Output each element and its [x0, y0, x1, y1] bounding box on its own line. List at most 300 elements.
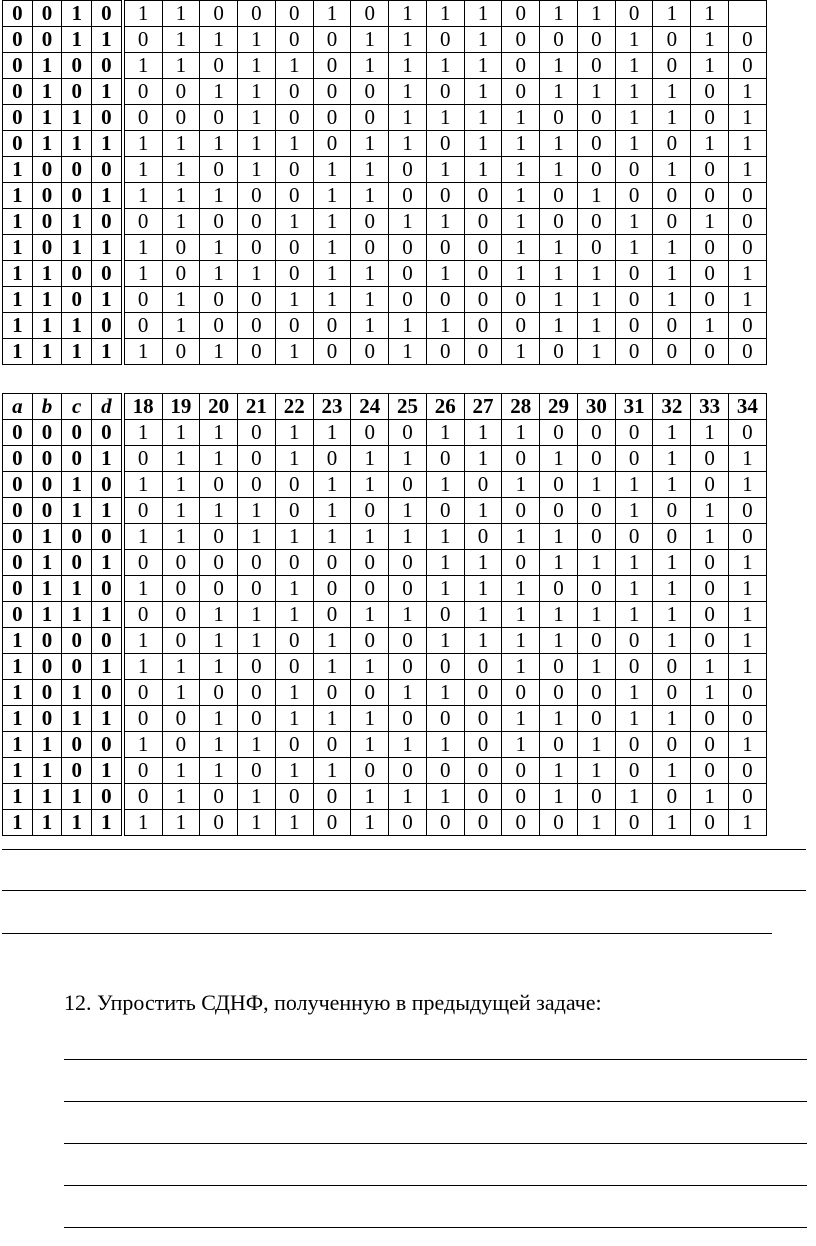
value-cell: 1 — [426, 261, 464, 287]
value-cell: 0 — [162, 79, 200, 105]
variable-cell: 1 — [3, 339, 33, 365]
value-cell: 0 — [313, 784, 351, 810]
value-cell: 0 — [502, 758, 540, 784]
value-cell: 0 — [389, 420, 427, 446]
value-cell: 1 — [200, 602, 238, 628]
value-cell: 1 — [577, 287, 615, 313]
value-cell: 1 — [162, 758, 200, 784]
value-cell: 1 — [162, 27, 200, 53]
value-cell: 0 — [540, 498, 578, 524]
value-cell: 1 — [313, 628, 351, 654]
table-row — [3, 758, 767, 784]
value-cell: 1 — [351, 183, 389, 209]
truth-table-1-body — [3, 1, 767, 365]
value-cell: 0 — [275, 654, 313, 680]
value-cell: 1 — [389, 602, 427, 628]
value-cell: 0 — [313, 313, 351, 339]
table-row — [3, 235, 767, 261]
variable-cell: 0 — [3, 27, 33, 53]
value-cell: 1 — [162, 209, 200, 235]
value-cell: 1 — [502, 472, 540, 498]
variable-cell: 1 — [92, 602, 123, 628]
value-cell: 0 — [540, 576, 578, 602]
value-cell: 1 — [200, 628, 238, 654]
value-cell: 1 — [691, 209, 729, 235]
value-cell: 0 — [653, 53, 691, 79]
column-header: 22 — [275, 394, 313, 420]
variable-cell: 0 — [32, 420, 62, 446]
value-cell: 1 — [275, 287, 313, 313]
value-cell: 1 — [426, 550, 464, 576]
variable-cell: 0 — [32, 706, 62, 732]
variable-cell: 1 — [92, 27, 123, 53]
value-cell: 1 — [502, 183, 540, 209]
value-cell: 0 — [313, 602, 351, 628]
value-cell: 1 — [540, 131, 578, 157]
value-cell: 1 — [238, 498, 276, 524]
value-cell: 0 — [200, 287, 238, 313]
value-cell: 1 — [653, 287, 691, 313]
table-row — [3, 1, 767, 27]
value-cell: 1 — [238, 810, 276, 836]
value-cell: 0 — [653, 131, 691, 157]
value-cell: 0 — [389, 758, 427, 784]
value-cell: 0 — [123, 209, 162, 235]
variable-cell: 1 — [92, 79, 123, 105]
value-cell: 0 — [577, 209, 615, 235]
value-cell: 0 — [502, 784, 540, 810]
value-cell: 0 — [464, 524, 502, 550]
value-cell: 0 — [577, 524, 615, 550]
value-cell: 0 — [275, 472, 313, 498]
value-cell: 0 — [426, 183, 464, 209]
value-cell: 1 — [615, 472, 653, 498]
value-cell: 0 — [540, 810, 578, 836]
value-cell: 1 — [540, 79, 578, 105]
value-cell: 1 — [162, 1, 200, 27]
variable-cell: 0 — [92, 209, 123, 235]
value-cell: 1 — [653, 235, 691, 261]
value-cell: 0 — [577, 235, 615, 261]
value-cell: 1 — [200, 706, 238, 732]
variable-cell: 1 — [92, 183, 123, 209]
column-header: 25 — [389, 394, 427, 420]
value-cell: 0 — [200, 810, 238, 836]
value-cell: 1 — [426, 524, 464, 550]
value-cell: 0 — [123, 602, 162, 628]
value-cell: 1 — [351, 446, 389, 472]
variable-cell: 0 — [92, 576, 123, 602]
variable-cell: 1 — [62, 706, 92, 732]
value-cell: 0 — [502, 27, 540, 53]
value-cell: 0 — [729, 758, 767, 784]
variable-cell: 0 — [32, 628, 62, 654]
value-cell: 0 — [615, 628, 653, 654]
value-cell: 1 — [729, 157, 767, 183]
value-cell: 0 — [653, 784, 691, 810]
value-cell: 1 — [426, 420, 464, 446]
value-cell: 0 — [691, 339, 729, 365]
value-cell: 0 — [691, 79, 729, 105]
value-cell: 0 — [615, 810, 653, 836]
value-cell: 1 — [653, 550, 691, 576]
value-cell: 0 — [691, 261, 729, 287]
value-cell: 1 — [351, 27, 389, 53]
value-cell: 1 — [464, 53, 502, 79]
variable-cell: 1 — [92, 654, 123, 680]
value-cell: 0 — [238, 235, 276, 261]
variable-cell: 1 — [62, 576, 92, 602]
variable-cell: 0 — [3, 53, 33, 79]
value-cell: 1 — [275, 446, 313, 472]
value-cell: 0 — [162, 576, 200, 602]
value-cell: 1 — [313, 235, 351, 261]
variable-cell: 0 — [32, 498, 62, 524]
value-cell: 0 — [540, 183, 578, 209]
value-cell: 1 — [540, 313, 578, 339]
variable-cell: 0 — [62, 550, 92, 576]
value-cell: 0 — [313, 680, 351, 706]
value-cell: 1 — [238, 261, 276, 287]
column-header: 27 — [464, 394, 502, 420]
value-cell: 1 — [464, 498, 502, 524]
answer-line — [64, 1227, 807, 1228]
variable-cell: 1 — [62, 209, 92, 235]
variable-cell: 1 — [62, 680, 92, 706]
value-cell: 0 — [238, 576, 276, 602]
value-cell: 0 — [275, 628, 313, 654]
value-cell: 0 — [123, 313, 162, 339]
value-cell: 1 — [200, 131, 238, 157]
value-cell: 1 — [615, 784, 653, 810]
variable-cell: 1 — [3, 313, 33, 339]
value-cell: 0 — [577, 27, 615, 53]
table-row — [3, 784, 767, 810]
value-cell: 1 — [351, 472, 389, 498]
value-cell: 1 — [426, 576, 464, 602]
answer-line — [64, 1143, 807, 1144]
value-cell: 1 — [464, 420, 502, 446]
value-cell: 0 — [729, 313, 767, 339]
value-cell: 1 — [162, 313, 200, 339]
value-cell: 1 — [389, 339, 427, 365]
variable-cell: 1 — [3, 784, 33, 810]
value-cell: 1 — [389, 105, 427, 131]
value-cell: 0 — [200, 1, 238, 27]
variable-cell: 1 — [62, 472, 92, 498]
value-cell: 1 — [653, 810, 691, 836]
value-cell: 1 — [540, 706, 578, 732]
truth-table-2-body — [3, 394, 767, 836]
value-cell: 0 — [729, 183, 767, 209]
value-cell: 0 — [729, 209, 767, 235]
variable-cell: 0 — [32, 472, 62, 498]
value-cell: 0 — [275, 313, 313, 339]
value-cell: 1 — [200, 446, 238, 472]
value-cell: 1 — [540, 157, 578, 183]
value-cell: 1 — [502, 157, 540, 183]
variable-cell: 0 — [32, 1, 62, 27]
variable-cell: 1 — [62, 784, 92, 810]
column-header: 34 — [729, 394, 767, 420]
table-row — [3, 131, 767, 157]
value-cell: 0 — [464, 784, 502, 810]
value-cell: 1 — [123, 235, 162, 261]
value-cell: 1 — [313, 287, 351, 313]
value-cell: 1 — [200, 420, 238, 446]
variable-cell: 1 — [32, 524, 62, 550]
value-cell: 0 — [200, 105, 238, 131]
table-row — [3, 209, 767, 235]
value-cell: 1 — [464, 157, 502, 183]
variable-cell: 1 — [32, 810, 62, 836]
value-cell: 1 — [162, 287, 200, 313]
value-cell: 1 — [389, 784, 427, 810]
variable-cell: 0 — [92, 784, 123, 810]
table-row — [3, 157, 767, 183]
value-cell: 1 — [691, 27, 729, 53]
variable-cell: 1 — [92, 287, 123, 313]
value-cell: 0 — [502, 1, 540, 27]
value-cell: 1 — [464, 602, 502, 628]
variable-cell: 0 — [3, 550, 33, 576]
value-cell: 1 — [200, 79, 238, 105]
value-cell: 0 — [313, 810, 351, 836]
value-cell: 0 — [691, 706, 729, 732]
value-cell: 0 — [691, 235, 729, 261]
task-12-text: 12. Упростить СДНФ, полученную в предыдущей задаче: — [64, 990, 602, 1015]
value-cell: 1 — [238, 628, 276, 654]
value-cell: 0 — [729, 498, 767, 524]
value-cell: 1 — [275, 131, 313, 157]
value-cell: 1 — [313, 209, 351, 235]
column-header: 32 — [653, 394, 691, 420]
variable-cell: 0 — [62, 420, 92, 446]
value-cell: 1 — [200, 498, 238, 524]
value-cell: 0 — [238, 339, 276, 365]
value-cell: 0 — [313, 105, 351, 131]
value-cell: 0 — [389, 261, 427, 287]
value-cell: 0 — [540, 27, 578, 53]
value-cell: 0 — [502, 446, 540, 472]
header-row — [3, 394, 767, 420]
value-cell: 1 — [729, 810, 767, 836]
variable-cell: 0 — [62, 53, 92, 79]
value-cell: 0 — [351, 339, 389, 365]
value-cell: 0 — [502, 287, 540, 313]
value-cell: 0 — [577, 680, 615, 706]
value-cell: 0 — [313, 446, 351, 472]
value-cell: 1 — [464, 628, 502, 654]
value-cell: 0 — [426, 602, 464, 628]
table-row — [3, 472, 767, 498]
value-cell: 1 — [540, 235, 578, 261]
value-cell: 0 — [691, 550, 729, 576]
variable-cell: 0 — [32, 680, 62, 706]
variable-cell: 0 — [3, 105, 33, 131]
variable-cell: 0 — [92, 420, 123, 446]
variable-header: a — [3, 394, 33, 420]
value-cell: 0 — [275, 157, 313, 183]
column-header: 31 — [615, 394, 653, 420]
value-cell: 1 — [238, 732, 276, 758]
column-header: 18 — [123, 394, 162, 420]
value-cell: 0 — [238, 313, 276, 339]
value-cell: 1 — [275, 524, 313, 550]
value-cell: 0 — [275, 235, 313, 261]
table-row — [3, 105, 767, 131]
value-cell: 0 — [238, 446, 276, 472]
value-cell: 0 — [351, 498, 389, 524]
value-cell: 1 — [502, 654, 540, 680]
table-row — [3, 524, 767, 550]
value-cell: 1 — [502, 235, 540, 261]
value-cell: 1 — [123, 472, 162, 498]
value-cell: 0 — [275, 27, 313, 53]
value-cell: 0 — [238, 758, 276, 784]
value-cell: 0 — [464, 313, 502, 339]
variable-cell: 0 — [92, 524, 123, 550]
table-row — [3, 27, 767, 53]
value-cell: 1 — [653, 472, 691, 498]
variable-cell: 1 — [3, 261, 33, 287]
value-cell: 0 — [540, 209, 578, 235]
value-cell: 0 — [162, 628, 200, 654]
value-cell: 0 — [540, 105, 578, 131]
value-cell: 0 — [389, 472, 427, 498]
value-cell: 0 — [577, 446, 615, 472]
variable-cell: 1 — [32, 784, 62, 810]
value-cell: 0 — [653, 27, 691, 53]
value-cell: 0 — [238, 183, 276, 209]
value-cell: 0 — [691, 183, 729, 209]
value-cell: 0 — [540, 339, 578, 365]
value-cell: 1 — [200, 758, 238, 784]
value-cell: 1 — [200, 261, 238, 287]
value-cell: 0 — [577, 628, 615, 654]
value-cell: 1 — [577, 550, 615, 576]
value-cell: 1 — [426, 1, 464, 27]
value-cell: 0 — [502, 313, 540, 339]
value-cell: 1 — [200, 27, 238, 53]
value-cell: 1 — [123, 524, 162, 550]
value-cell: 0 — [615, 157, 653, 183]
value-cell: 0 — [464, 758, 502, 784]
value-cell: 0 — [351, 420, 389, 446]
variable-cell: 1 — [62, 105, 92, 131]
value-cell: 1 — [615, 79, 653, 105]
table-row — [3, 183, 767, 209]
value-cell: 1 — [313, 183, 351, 209]
table-row — [3, 628, 767, 654]
value-cell: 0 — [313, 131, 351, 157]
variable-cell: 1 — [92, 550, 123, 576]
value-cell: 0 — [275, 79, 313, 105]
value-cell: 0 — [275, 183, 313, 209]
value-cell: 0 — [426, 498, 464, 524]
value-cell: 1 — [351, 313, 389, 339]
value-cell: 1 — [691, 1, 729, 27]
variable-cell: 1 — [62, 1, 92, 27]
table-row — [3, 550, 767, 576]
column-header: 33 — [691, 394, 729, 420]
variable-cell: 0 — [92, 472, 123, 498]
value-cell: 0 — [653, 313, 691, 339]
variable-cell: 0 — [92, 732, 123, 758]
value-cell: 0 — [464, 810, 502, 836]
value-cell: 0 — [351, 105, 389, 131]
value-cell: 0 — [351, 680, 389, 706]
value-cell: 0 — [502, 550, 540, 576]
variable-cell: 0 — [62, 654, 92, 680]
value-cell: 0 — [615, 1, 653, 27]
table-row — [3, 446, 767, 472]
variable-cell: 0 — [3, 524, 33, 550]
variable-cell: 0 — [3, 1, 33, 27]
value-cell: 0 — [502, 680, 540, 706]
value-cell: 0 — [464, 209, 502, 235]
value-cell: 1 — [464, 446, 502, 472]
value-cell: 1 — [540, 53, 578, 79]
value-cell: 1 — [464, 27, 502, 53]
column-header: 21 — [238, 394, 276, 420]
value-cell: 1 — [162, 183, 200, 209]
variable-cell: 0 — [92, 313, 123, 339]
value-cell: 1 — [426, 157, 464, 183]
value-cell: 0 — [577, 105, 615, 131]
value-cell: 1 — [729, 79, 767, 105]
value-cell: 1 — [464, 1, 502, 27]
variable-cell: 0 — [62, 183, 92, 209]
value-cell: 1 — [123, 157, 162, 183]
variable-cell: 1 — [62, 339, 92, 365]
value-cell: 1 — [577, 183, 615, 209]
value-cell: 1 — [123, 53, 162, 79]
value-cell: 1 — [502, 602, 540, 628]
value-cell: 1 — [238, 131, 276, 157]
value-cell: 0 — [426, 287, 464, 313]
value-cell: 1 — [540, 524, 578, 550]
value-cell: 1 — [540, 628, 578, 654]
value-cell: 0 — [389, 810, 427, 836]
value-cell: 1 — [653, 628, 691, 654]
value-cell: 1 — [123, 654, 162, 680]
column-header: 29 — [540, 394, 578, 420]
value-cell: 1 — [123, 131, 162, 157]
variable-cell: 1 — [32, 602, 62, 628]
value-cell: 1 — [615, 602, 653, 628]
value-cell: 1 — [502, 420, 540, 446]
value-cell: 0 — [275, 261, 313, 287]
value-cell: 1 — [123, 810, 162, 836]
value-cell: 0 — [540, 732, 578, 758]
value-cell: 0 — [691, 157, 729, 183]
value-cell: 0 — [615, 420, 653, 446]
value-cell: 0 — [653, 680, 691, 706]
value-cell: 0 — [123, 550, 162, 576]
value-cell: 0 — [615, 313, 653, 339]
value-cell: 1 — [577, 79, 615, 105]
value-cell: 0 — [351, 758, 389, 784]
value-cell: 0 — [200, 157, 238, 183]
value-cell: 0 — [123, 498, 162, 524]
value-cell: 1 — [426, 209, 464, 235]
value-cell: 1 — [540, 261, 578, 287]
value-cell: 0 — [200, 550, 238, 576]
value-cell: 1 — [162, 446, 200, 472]
value-cell: 0 — [200, 524, 238, 550]
value-cell: 1 — [426, 732, 464, 758]
